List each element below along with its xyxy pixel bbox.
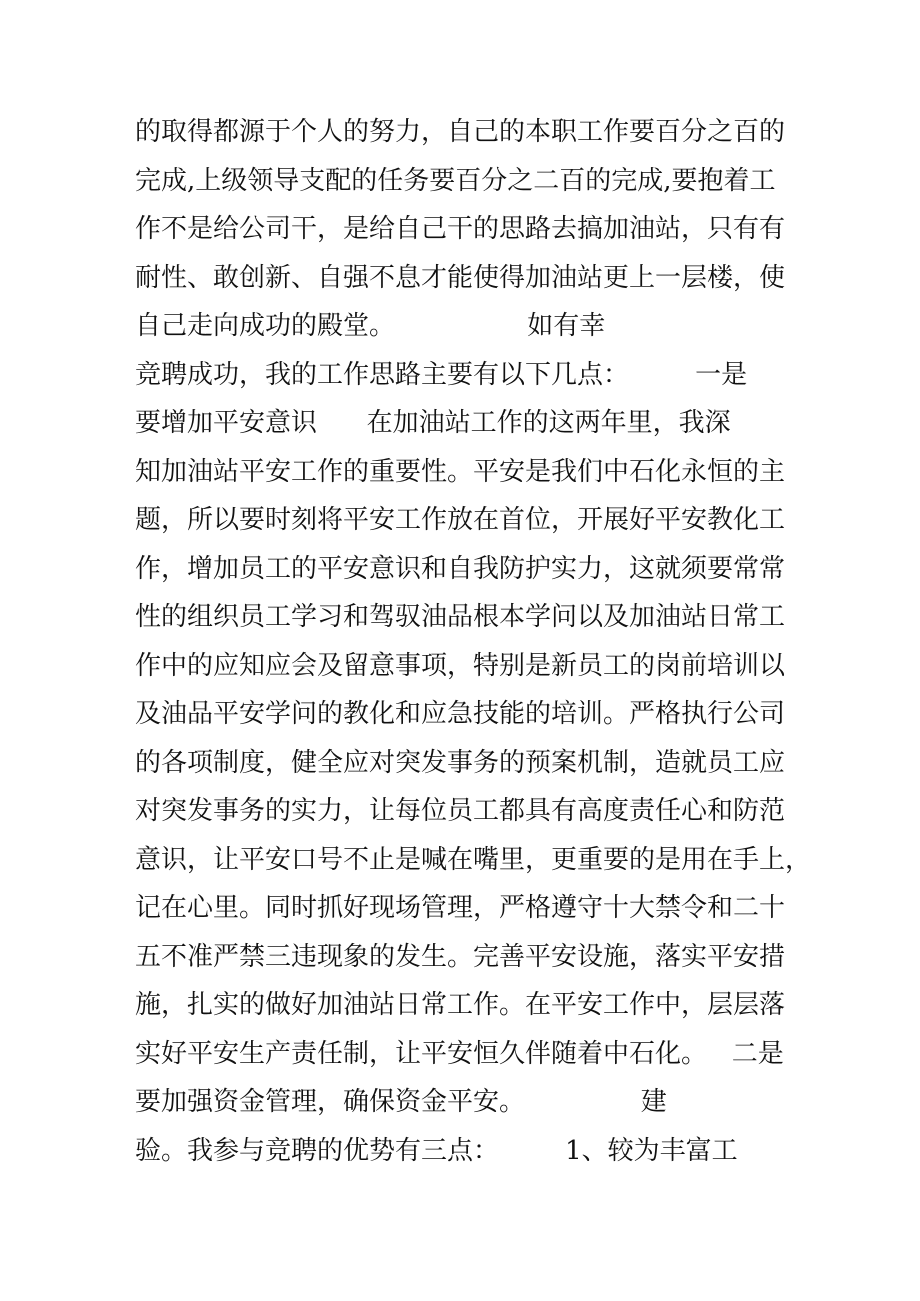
text-line: 实好平安生产责任制，让平安恒久伴随着中石化。 二是 [135, 1038, 784, 1069]
text-line: 完成,上级领导支配的任务要百分之二百的完成,要抱着工 [135, 165, 776, 196]
text-line: 记在心里。同时抓好现场管理，严格遵守十大禁令和二十 [135, 893, 786, 923]
text-line: 的各项制度，健全应对突发事务的预案机制，造就员工应 [135, 747, 786, 778]
text-line: 性的组织员工学习和驾驭油品根本学问以及加油站日常工 [135, 602, 786, 632]
text-line: 及油品平安学问的教化和应急技能的培训。严格执行公司 [135, 699, 786, 729]
text-line: 作中的应知应会及留意事项，特别是新员工的岗前培训以 [135, 650, 786, 681]
text-line: 验。我参与竞聘的优势有三点： 1、较为丰富工 [135, 1135, 738, 1166]
text-line: 要加强资金管理，确保资金平安。 建 [135, 1087, 667, 1117]
text-line: 五不准严禁三违现象的发生。完善平安设施，落实平安措 [135, 941, 786, 972]
body-text [135, 108, 812, 1175]
text-line: 知加油站平安工作的重要性。平安是我们中石化永恒的主 [135, 456, 786, 487]
text-line: 作不是给公司干，是给自己干的思路去搞加油站，只有有 [135, 214, 786, 244]
text-line: 要增加平安意识 在加油站工作的这两年里，我深 [135, 408, 731, 438]
text-line: 施，扎实的做好加油站日常工作。在平安工作中，层层落 [135, 990, 786, 1020]
text-line: 对突发事务的实力，让每位员工都具有高度责任心和防范 [135, 796, 786, 826]
text-line: 耐性、敢创新、自强不息才能使得加油站更上一层楼，使 [135, 262, 786, 293]
text-line: 作，增加员工的平安意识和自我防护实力，这就须要常常 [135, 553, 786, 584]
text-line: 的取得都源于个人的努力，自己的本职工作要百分之百的 [135, 117, 786, 147]
text-line: 意识，让平安口号不止是喊在嘴里，更重要的是用在手上， [135, 844, 812, 875]
text-line: 竞聘成功，我的工作思路主要有以下几点： 一是 [135, 359, 748, 390]
text-line: 自己走向成功的殿堂。 如有幸 [135, 311, 606, 341]
text-line: 题，所以要时刻将平安工作放在首位，开展好平安教化工 [135, 505, 786, 535]
